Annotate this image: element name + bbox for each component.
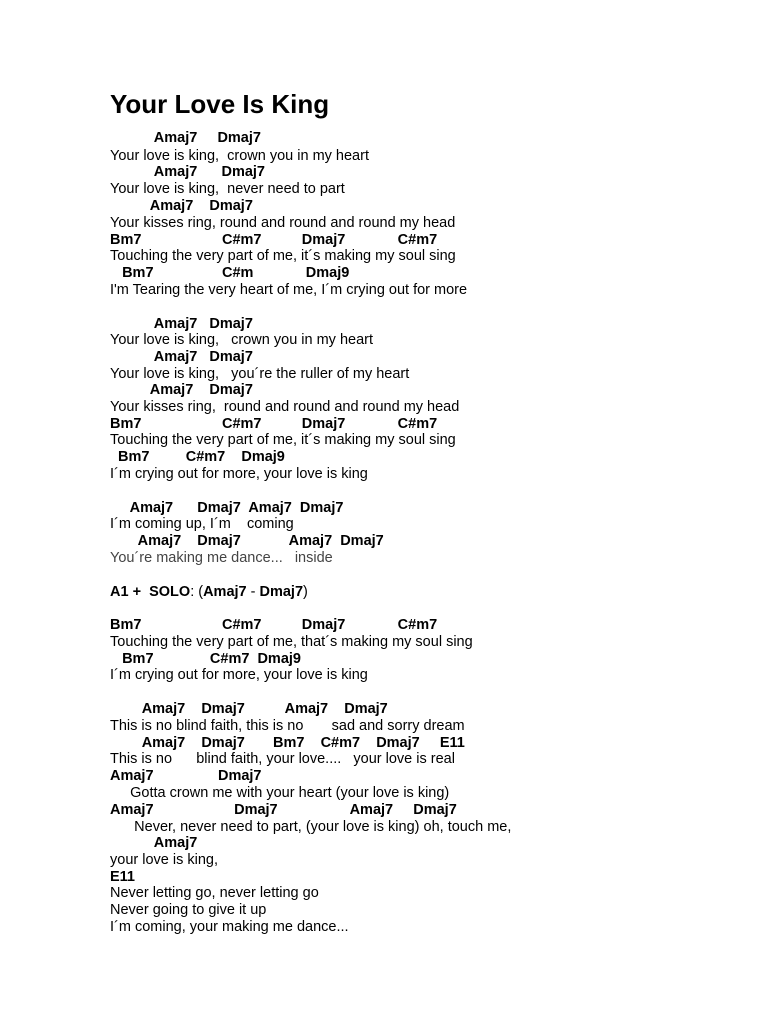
lyric-line: your love is king, xyxy=(110,852,218,868)
lyric-line: Touching the very part of me, it´s making my soul sing xyxy=(110,248,456,264)
solo-paren-close: ) xyxy=(303,584,308,600)
lyric-line: Your love is king, crown you in my heart xyxy=(110,332,374,348)
solo-paren-open: : ( xyxy=(190,584,204,600)
lyric-line: This is no blind faith, your love.... your love is real xyxy=(110,751,455,767)
chord-line: E11 xyxy=(110,869,135,885)
chord-line: Amaj7 Dmaj7 xyxy=(110,382,253,398)
lyric-line: This is no blind faith, this is no sad and sorry dream xyxy=(110,718,465,734)
lyric-line: I´m crying out for more, your love is king xyxy=(110,466,368,482)
chord-line: Bm7 C#m7 Dmaj9 xyxy=(110,651,301,667)
lyric-line: Your kisses ring, round and round and round my head xyxy=(110,215,456,231)
chord-line: Bm7 C#m7 Dmaj7 C#m7 xyxy=(110,617,438,633)
solo-dash: - xyxy=(246,584,260,600)
chord-line: Amaj7 Dmaj7 xyxy=(110,316,253,332)
chord-line: Bm7 C#m7 Dmaj7 C#m7 xyxy=(110,232,438,248)
solo-chord-2: Dmaj7 xyxy=(259,584,304,600)
chord-line: Amaj7 Dmaj7 Bm7 C#m7 Dmaj7 E11 xyxy=(110,735,465,751)
lyric-line: Touching the very part of me, it´s making my soul sing xyxy=(110,432,456,448)
chord-line: Bm7 C#m Dmaj9 xyxy=(110,265,350,281)
lyric-line: I´m coming, your making me dance... xyxy=(110,919,349,935)
chord-line: Amaj7 Dmaj7 xyxy=(110,768,262,784)
solo-label: A1 + SOLO xyxy=(110,584,191,600)
chord-line: Amaj7 Dmaj7 Amaj7 Dmaj7 xyxy=(110,533,384,549)
chord-line: Amaj7 xyxy=(110,835,198,851)
lyric-line: I´m coming up, I´m coming xyxy=(110,516,294,532)
chord-line: Amaj7 Dmaj7 Amaj7 Dmaj7 xyxy=(110,701,388,717)
lyric-line: Never, never need to part, (your love is king) oh, touch me, xyxy=(110,819,512,835)
chord-line: Amaj7 Dmaj7 xyxy=(110,198,253,214)
chord-line: Amaj7 Dmaj7 xyxy=(110,164,265,180)
lyric-line: Never letting go, never letting go xyxy=(110,885,319,901)
chord-line: Amaj7 Dmaj7 xyxy=(110,130,261,146)
lyric-line: You´re making me dance... inside xyxy=(110,550,333,566)
lyric-line: I´m crying out for more, your love is king xyxy=(110,667,368,683)
solo-chord-1: Amaj7 xyxy=(203,584,247,600)
lyric-line: Gotta crown me with your heart (your love is king) xyxy=(110,785,450,801)
song-title: Your Love Is King xyxy=(110,89,330,119)
lyric-line: Your love is king, never need to part xyxy=(110,181,345,197)
lyric-line: Never going to give it up xyxy=(110,902,267,918)
chord-line: Amaj7 Dmaj7 Amaj7 Dmaj7 xyxy=(110,500,344,516)
lyric-line: Your love is king, crown you in my heart xyxy=(110,148,369,164)
chord-line: Amaj7 Dmaj7 xyxy=(110,349,253,365)
solo-line xyxy=(110,584,308,601)
lyric-line: Touching the very part of me, that´s making my soul sing xyxy=(110,634,473,650)
chord-line: Bm7 C#m7 Dmaj7 C#m7 xyxy=(110,416,438,432)
lyric-line: Your love is king, you´re the ruller of my heart xyxy=(110,366,410,382)
chord-line: Amaj7 Dmaj7 Amaj7 Dmaj7 xyxy=(110,802,457,818)
lyric-line: Your kisses ring, round and round and round my head xyxy=(110,399,460,415)
chord-line: Bm7 C#m7 Dmaj9 xyxy=(110,449,285,465)
lyric-line: I'm Tearing the very heart of me, I´m crying out for more xyxy=(110,282,468,298)
